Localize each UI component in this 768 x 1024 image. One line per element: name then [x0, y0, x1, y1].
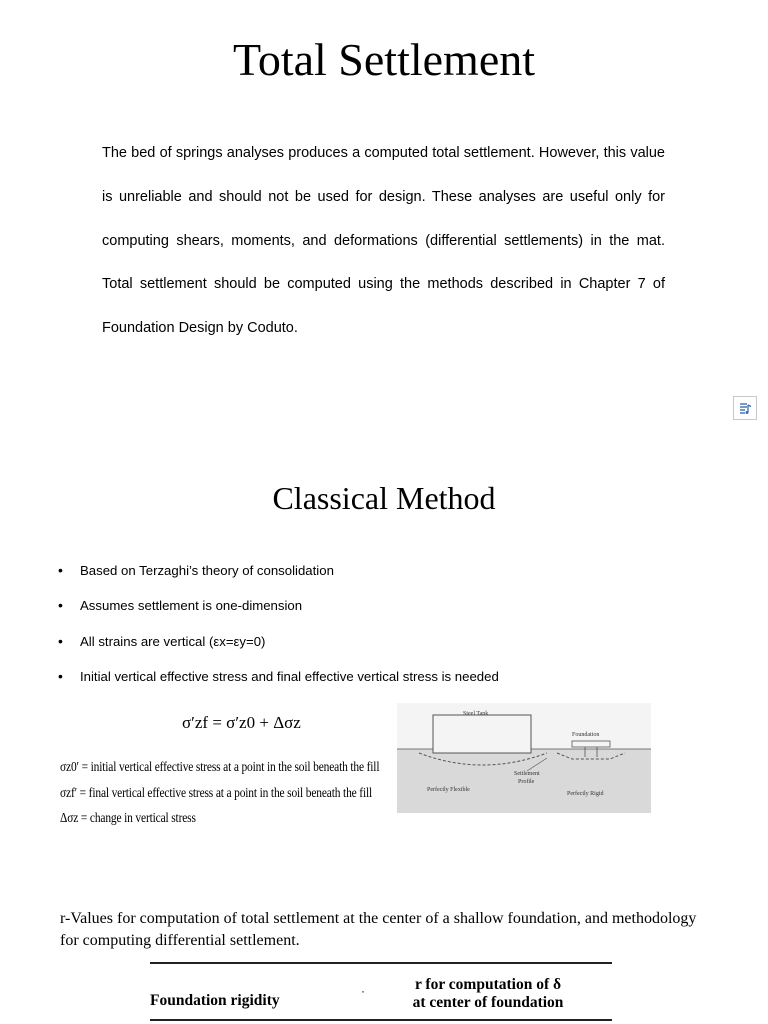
reading-mode-icon — [734, 397, 756, 419]
table-top-rule — [150, 962, 612, 964]
table-header-rule — [150, 1019, 612, 1021]
slide-title-classical-method: Classical Method — [272, 480, 496, 516]
final-stress-definition: σzf′ = final vertical effective stress at a point in the soil beneath the fill — [60, 786, 373, 801]
figure-label-profile: Profile — [518, 779, 535, 785]
reading-mode-button[interactable] — [733, 396, 757, 420]
col-header-foundation-rigidity: Foundation rigidity — [150, 992, 280, 1009]
bullet-item: • Assumes settlement is one-dimension — [56, 593, 736, 628]
stress-equation: σ′zf = σ′z0 + Δσz — [182, 713, 301, 732]
table-dot: · — [361, 984, 365, 998]
r-values-table — [150, 962, 612, 1024]
figure-label-flexible: Perfectly Flexible — [427, 787, 470, 793]
figure-label-foundation: Foundation — [572, 732, 600, 738]
slide-title-total-settlement: Total Settlement — [232, 34, 536, 85]
figure-label-steel-tank: Steel Tank — [463, 711, 489, 717]
col-header-r-line1: r for computation of δ — [414, 976, 562, 993]
bullet-item: • Initial vertical effective stress and final effective vertical stress is needed — [56, 664, 736, 699]
figure-label-rigid: Perfectly Rigid — [567, 791, 604, 797]
col-header-r-line2: at center of foundation — [412, 994, 564, 1011]
stress-change-definition: Δσz = change in vertical stress — [60, 811, 196, 826]
col-header-r-values — [383, 976, 593, 1012]
bullet-item: • All strains are vertical (εx=εy=0) — [56, 629, 736, 664]
r-values-caption: r-Values for computation of total settlement at the center of a shallow foundation, and methodology for computing differential settlement. — [60, 910, 697, 949]
total-settlement-paragraph: The bed of springs analyses produces a computed total settlement. However, this value is unreliable and should not be used for design. These analyses are useful only for computing shears, moments, and deformations (differential settlements) in the mat. Total settlement should be computed using the methods described in Chapter 7 of Foundation Design by Coduto. — [102, 145, 665, 337]
classical-method-bullets — [56, 558, 736, 699]
settlement-profile-figure — [397, 703, 651, 813]
initial-stress-definition: σz0′ = initial vertical effective stress at a point in the soil beneath the fill — [60, 760, 380, 775]
figure-label-settlement: Settlement — [514, 771, 540, 777]
stress-equation-block — [60, 703, 396, 833]
bullet-item: • Based on Terzaghi’s theory of consolidation — [56, 558, 736, 593]
